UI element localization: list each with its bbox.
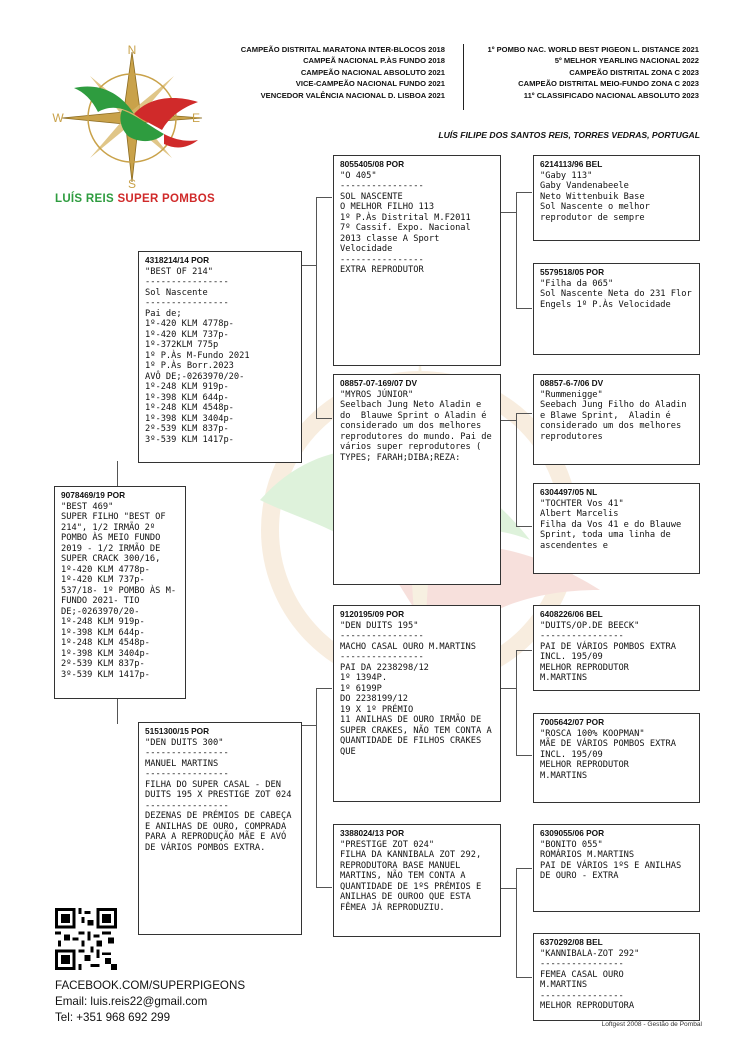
pigeon-details: "KANNIBALA-ZOT 292" ---------------- FEMEA CASAL OURO M.MARTINS ---------------- MELHOR REPRODUTORA	[540, 948, 640, 1011]
title-left-item: CAMPEÃ NACIONAL P.ÀS FUNDO 2018	[303, 56, 445, 66]
connector	[516, 868, 532, 869]
ring-number: 6370292/08 BEL	[540, 937, 603, 947]
connector	[316, 418, 332, 419]
pedigree-card-ggs-1	[533, 155, 700, 241]
connector	[516, 755, 532, 756]
owner-name: LUÍS FILIPE DOS SANTOS REIS, TORRES VEDRAS, PORTUGAL	[438, 130, 700, 140]
connector	[500, 420, 516, 421]
connector	[316, 197, 317, 265]
connector	[516, 413, 517, 527]
connector	[516, 977, 532, 978]
compass-dove-logo	[52, 40, 212, 190]
ring-number: 4318214/14 POR	[145, 255, 210, 265]
connector	[316, 688, 332, 689]
pigeon-details: "BONITO 055" ROMÁRIOS M.MARTINS PAI DE VÁRIOS 1ºS E ANILHAS DE OURO - EXTRA	[540, 839, 682, 881]
connector	[516, 192, 532, 193]
ring-number: 8055405/08 POR	[340, 159, 405, 169]
connector	[500, 888, 516, 889]
ring-number: 08857-6-7/06 DV	[540, 378, 604, 388]
title-left-item: VICE-CAMPEÃO NACIONAL FUNDO 2021	[295, 79, 445, 89]
pedigree-card-granddam-2	[333, 824, 501, 937]
pedigree-card-dam	[138, 722, 302, 935]
pedigree-card-ggs-6	[533, 713, 700, 803]
pedigree-card-ggs-7	[533, 824, 700, 912]
software-credit: Loftgest 2008 - Gestão de Pombal	[601, 1021, 702, 1028]
title-right-item: CAMPEÃO DISTRITAL MEIO-FUNDO ZONA C 2023	[518, 79, 699, 89]
pedigree-card-granddam-1	[333, 374, 501, 585]
connector	[516, 650, 517, 756]
connector	[301, 725, 317, 726]
ring-number: 9078469/19 POR	[61, 490, 126, 500]
brand-name	[55, 193, 215, 205]
connector	[301, 265, 317, 266]
connector	[516, 868, 517, 978]
connector	[316, 265, 317, 419]
pedigree-card-ggs-5	[533, 605, 700, 691]
pedigree-card-grandsire-1	[333, 155, 501, 366]
title-left-item: VENCEDOR VALÊNCIA NACIONAL D. LISBOA 2021	[260, 90, 445, 100]
pedigree-card-ggs-3	[533, 374, 700, 465]
ring-number: 08857-07-169/07 DV	[340, 378, 418, 388]
ring-number: 5579518/05 POR	[540, 267, 605, 277]
qr-code[interactable]	[55, 908, 117, 970]
pedigree-card-subject	[54, 486, 186, 699]
connector	[516, 526, 532, 527]
pigeon-details: "Rummenigge" Seebach Jung Filho do Aladin e Blawe Sprint, Aladin é considerado um dos melhores reprodutores	[540, 389, 687, 442]
title-right-item: 1º POMBO NAC. WORLD BEST PIGEON L. DISTANCE 2021	[487, 45, 699, 54]
title-right-item: 5º MELHOR YEARLING NACIONAL 2022	[554, 56, 699, 66]
pigeon-details: "Filha da 065" Sol Nascente Neta do 231 Flor Engels 1º P.Às Velocidade	[540, 278, 692, 310]
pigeon-details: "DEN DUITS 300" ---------------- MANUEL MARTINS ---------------- FILHA DO SUPER CASAL - DEN DUITS 195 X PRESTIGE ZOT 024 ---------------- DEZENAS DE PRÉMIOS DE CABEÇA E ANILHAS DE OURO, COMPRADA PARA A REPRODUÇÃO MÃE E AVÓ DE VÁRIOS POMBOS EXTRA.	[145, 737, 292, 853]
pigeon-details: "TOCHTER Vos 41" Albert Marcelis Filha da Vos 41 e do Blauwe Sprint, toda uma linha de ascendentes e	[540, 498, 682, 551]
pigeon-details: "MYROS JÚNIOR" Seelbach Jung Neto Aladin e do Blauwe Sprint o Aladin é considerado um dos melhores reprodutores do mundo. Pai de vários super reprodutores ( TYPES; FARAH;DIBA;REZA:	[340, 389, 492, 463]
phone-number[interactable]: Tel: +351 968 692 299	[55, 1011, 171, 1024]
ring-number: 6309055/06 POR	[540, 828, 605, 838]
pigeon-details: "DUITS/OP.DE BEECK" ---------------- PAI DE VÁRIOS POMBOS EXTRA INCL. 195/09 MELHOR REPRODUTOR M.MARTINS	[540, 620, 676, 683]
title-right-item: CAMPEÃO DISTRITAL ZONA C 2023	[569, 67, 699, 77]
ring-number: 6214113/96 BEL	[540, 159, 603, 169]
pedigree-card-sire	[138, 251, 302, 463]
pigeon-details: "PRESTIGE ZOT 024" FILHA DA KANNIBALA ZOT 292, REPRODUTORA BASE MANUEL MARTINS, NÃO TEM CONTA A QUANTIDADE DE 1ºS PRÉMIOS E ANILHAS DE OUROO QUE ESTA FÊMEA JÁ REPRODUZIU.	[340, 839, 482, 913]
pigeon-details: "O 405" ---------------- SOL NASCENTE O MELHOR FILHO 113 1º P.Às Distrital M.F2011 7º Cassif. Expo. Nacional 2013 classe A Sport Velocidade ---------------- EXTRA REPRODUTOR	[340, 170, 471, 275]
title-left-item: CAMPEÃO NACIONAL ABSOLUTO 2021	[300, 67, 445, 77]
pigeon-details: "ROSCA 100% KOOPMAN" MÃE DE VÁRIOS POMBOS EXTRA INCL. 195/09 MELHOR REPRODUTOR M.MARTINS	[540, 728, 676, 781]
connector	[516, 308, 532, 309]
connector	[316, 887, 332, 888]
titles-right	[475, 44, 699, 101]
pigeon-details: "BEST OF 214" ---------------- Sol Nascente ---------------- Pai de; 1º-420 KLM 4778p- 1º-420 KLM 737p- 1º-372KLM 775p 1º P.Às M-Fundo 2021 1º P.Às Borr.2023 AVÔ DE;-0263970/20- 1º-248 KLM 919p- 1º-398 KLM 644p- 1º-248 KLM 4548p- 1º-398 KLM 3404p- 2º-539 KLM 837p- 3º-539 KLM 1417p-	[145, 266, 250, 445]
connector	[516, 192, 517, 309]
titles-left	[241, 44, 445, 101]
connector	[316, 688, 317, 888]
pigeon-details: "Gaby 113" Gaby Vandenabeele Neto Wittenbuik Base Sol Nascente o melhor reprodutor de sempre	[540, 170, 650, 223]
brand-part1: LUÍS REIS	[55, 193, 118, 205]
pedigree-card-ggs-8	[533, 933, 700, 1021]
ring-number: 9120195/09 POR	[340, 609, 405, 619]
connector	[316, 197, 332, 198]
pedigree-card-grandsire-2	[333, 605, 501, 802]
connector	[117, 461, 118, 487]
pedigree-card-ggs-2	[533, 263, 700, 355]
title-left-item: CAMPEÃO DISTRITAL MARATONA INTER-BLOCOS 2018	[240, 45, 445, 54]
pedigree-card-ggs-4	[533, 483, 700, 574]
facebook-link[interactable]: FACEBOOK.COM/SUPERPIGEONS	[55, 979, 246, 992]
pigeon-details: "BEST 469" SUPER FILHO "BEST OF 214", 1/2 IRMÃO 2º POMBO ÀS MEIO FUNDO 2019 - 1/2 IRMÃO DE SUPER CRACK 300/16, 1º-420 KLM 4778p- 1º-420 KLM 737p- 537/18- 1º POMBO ÀS M-FUNDO 2021- TIO DE;-0263970/20- 1º-248 KLM 919p- 1º-398 KLM 644p- 1º-248 KLM 4548p- 1º-398 KLM 3404p- 2º-539 KLM 837p- 3º-539 KLM 1417p-	[61, 501, 177, 680]
compass-w: W	[52, 111, 64, 125]
compass-n: N	[127, 43, 137, 57]
ring-number: 5151300/15 POR	[145, 726, 210, 736]
contact-info	[55, 978, 245, 1026]
brand-part2: SUPER POMBOS	[117, 193, 215, 205]
email-link[interactable]: Email: luis.reis22@gmail.com	[55, 995, 208, 1008]
ring-number: 3388024/13 POR	[340, 828, 405, 838]
connector	[516, 413, 532, 414]
ring-number: 7005642/07 POR	[540, 717, 605, 727]
title-right-item: 11º CLASSIFICADO NACIONAL ABSOLUTO 2023	[523, 90, 699, 100]
ring-number: 6304497/05 NL	[540, 487, 598, 497]
connector	[516, 650, 532, 651]
connector	[500, 688, 516, 689]
titles-divider	[463, 44, 464, 110]
compass-s: S	[127, 177, 137, 190]
connector	[500, 212, 516, 213]
compass-e: E	[191, 111, 201, 125]
ring-number: 6408226/06 BEL	[540, 609, 603, 619]
connector	[117, 698, 118, 724]
pigeon-details: "DEN DUITS 195" ---------------- MACHO CASAL OURO M.MARTINS ---------------- PAI DA 2238298/12 1º 1394P. 1º 6199P DO 2238199/12 19 X 1º PRÉMIO 11 ANILHAS DE OURO IRMÃO DE SUPER CRAKES, NÃO TEM CONTA A QUANTIDADE DE FILHOS CRAKES QUE	[340, 620, 492, 757]
